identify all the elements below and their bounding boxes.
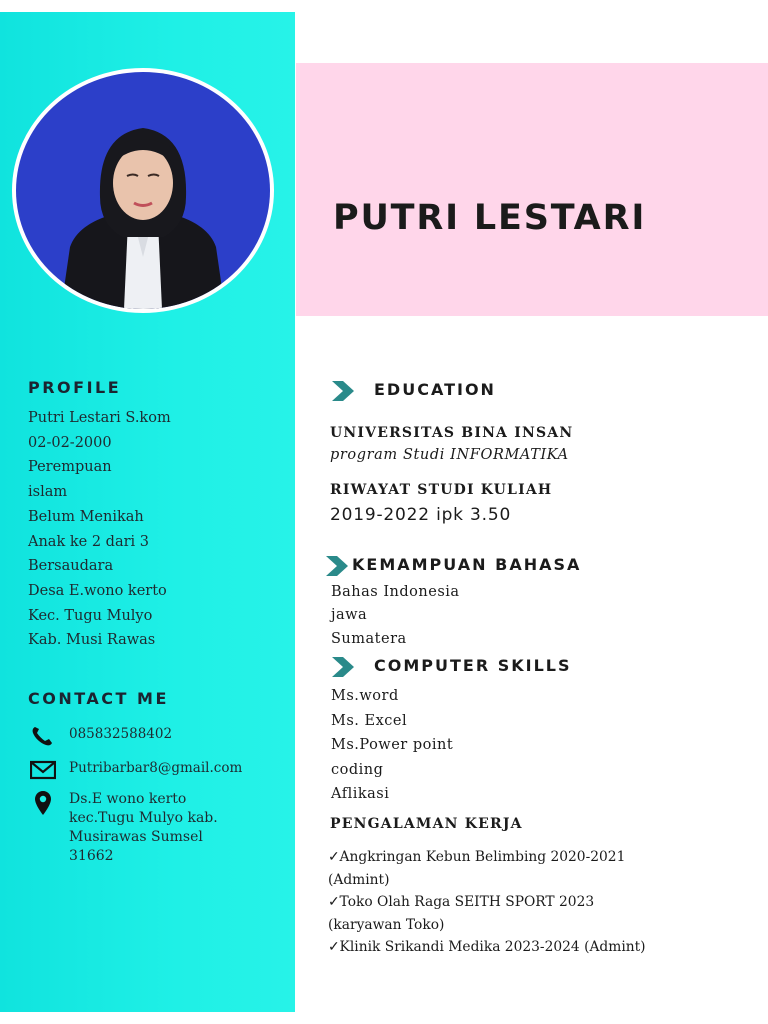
profile-photo-frame — [16, 72, 270, 309]
profile-item: Desa E.wono kerto — [28, 582, 167, 599]
skills-list — [331, 684, 453, 807]
profile-list — [28, 406, 171, 653]
work-item: ✓Klinik Srikandi Medika 2023-2024 (Admint) — [328, 939, 646, 956]
work-list — [328, 846, 646, 959]
contact-email — [30, 759, 242, 781]
profile-heading: PROFILE — [28, 378, 122, 397]
profile-item: Perempuan — [28, 459, 112, 476]
contact-address — [30, 790, 218, 866]
profile-item: 02-02-2000 — [28, 434, 112, 451]
work-item: (Admint) — [328, 871, 390, 888]
work-item: (karyawan Toko) — [328, 916, 445, 933]
education-heading: EDUCATION — [374, 380, 496, 399]
candidate-name: PUTRI LESTARI — [333, 198, 647, 238]
chevron-icon — [330, 657, 360, 677]
contact-heading: CONTACT ME — [28, 689, 169, 708]
phone-number: 085832588402 — [69, 726, 173, 742]
profile-item: Kab. Musi Rawas — [28, 632, 156, 649]
skill-item: coding — [331, 761, 384, 778]
language-list — [331, 581, 460, 651]
profile-photo — [12, 68, 274, 313]
phone-icon — [30, 725, 56, 747]
study-program: program Studi INFORMATIKA — [330, 447, 569, 463]
study-years: 2019-2022 ipk 3.50 — [330, 505, 512, 525]
profile-item: Kec. Tugu Mulyo — [28, 607, 153, 624]
contact-phone — [30, 725, 172, 747]
profile-item: Putri Lestari S.kom — [28, 410, 171, 426]
language-item: Bahas Indonesia — [331, 584, 460, 600]
skill-item: Ms. Excel — [331, 712, 408, 729]
chevron-icon — [330, 381, 360, 401]
address-text: Ds.E wono kerto kec.Tugu Mulyo kab. Musirawas Sumsel 31662 — [69, 791, 218, 864]
university-name: UNIVERSITAS BINA INSAN — [330, 425, 574, 441]
email-address: Putribarbar8@gmail.com — [69, 760, 243, 776]
work-item: ✓Angkringan Kebun Belimbing 2020-2021 — [328, 849, 626, 865]
profile-item: Anak ke 2 dari 3 — [28, 533, 149, 550]
header-band — [296, 63, 768, 316]
language-heading: KEMAMPUAN BAHASA — [352, 555, 582, 574]
study-history-heading: RIWAYAT STUDI KULIAH — [330, 482, 553, 498]
language-item: jawa — [331, 607, 368, 624]
chevron-icon — [324, 556, 354, 576]
work-item: ✓Toko Olah Raga SEITH SPORT 2023 — [328, 894, 595, 911]
location-pin-icon — [30, 790, 56, 816]
profile-item: islam — [28, 484, 68, 501]
computer-skills-heading: COMPUTER SKILLS — [374, 656, 572, 675]
profile-item: Bersaudara — [28, 558, 114, 575]
work-experience-heading: PENGALAMAN KERJA — [330, 816, 523, 832]
profile-item: Belum Menikah — [28, 508, 144, 525]
mail-icon — [30, 759, 56, 781]
portrait-illustration — [16, 72, 270, 309]
language-item: Sumatera — [331, 630, 407, 647]
skill-item: Ms.word — [331, 688, 399, 704]
skill-item: Ms.Power point — [331, 737, 454, 753]
skill-item: Aflikasi — [331, 786, 390, 802]
